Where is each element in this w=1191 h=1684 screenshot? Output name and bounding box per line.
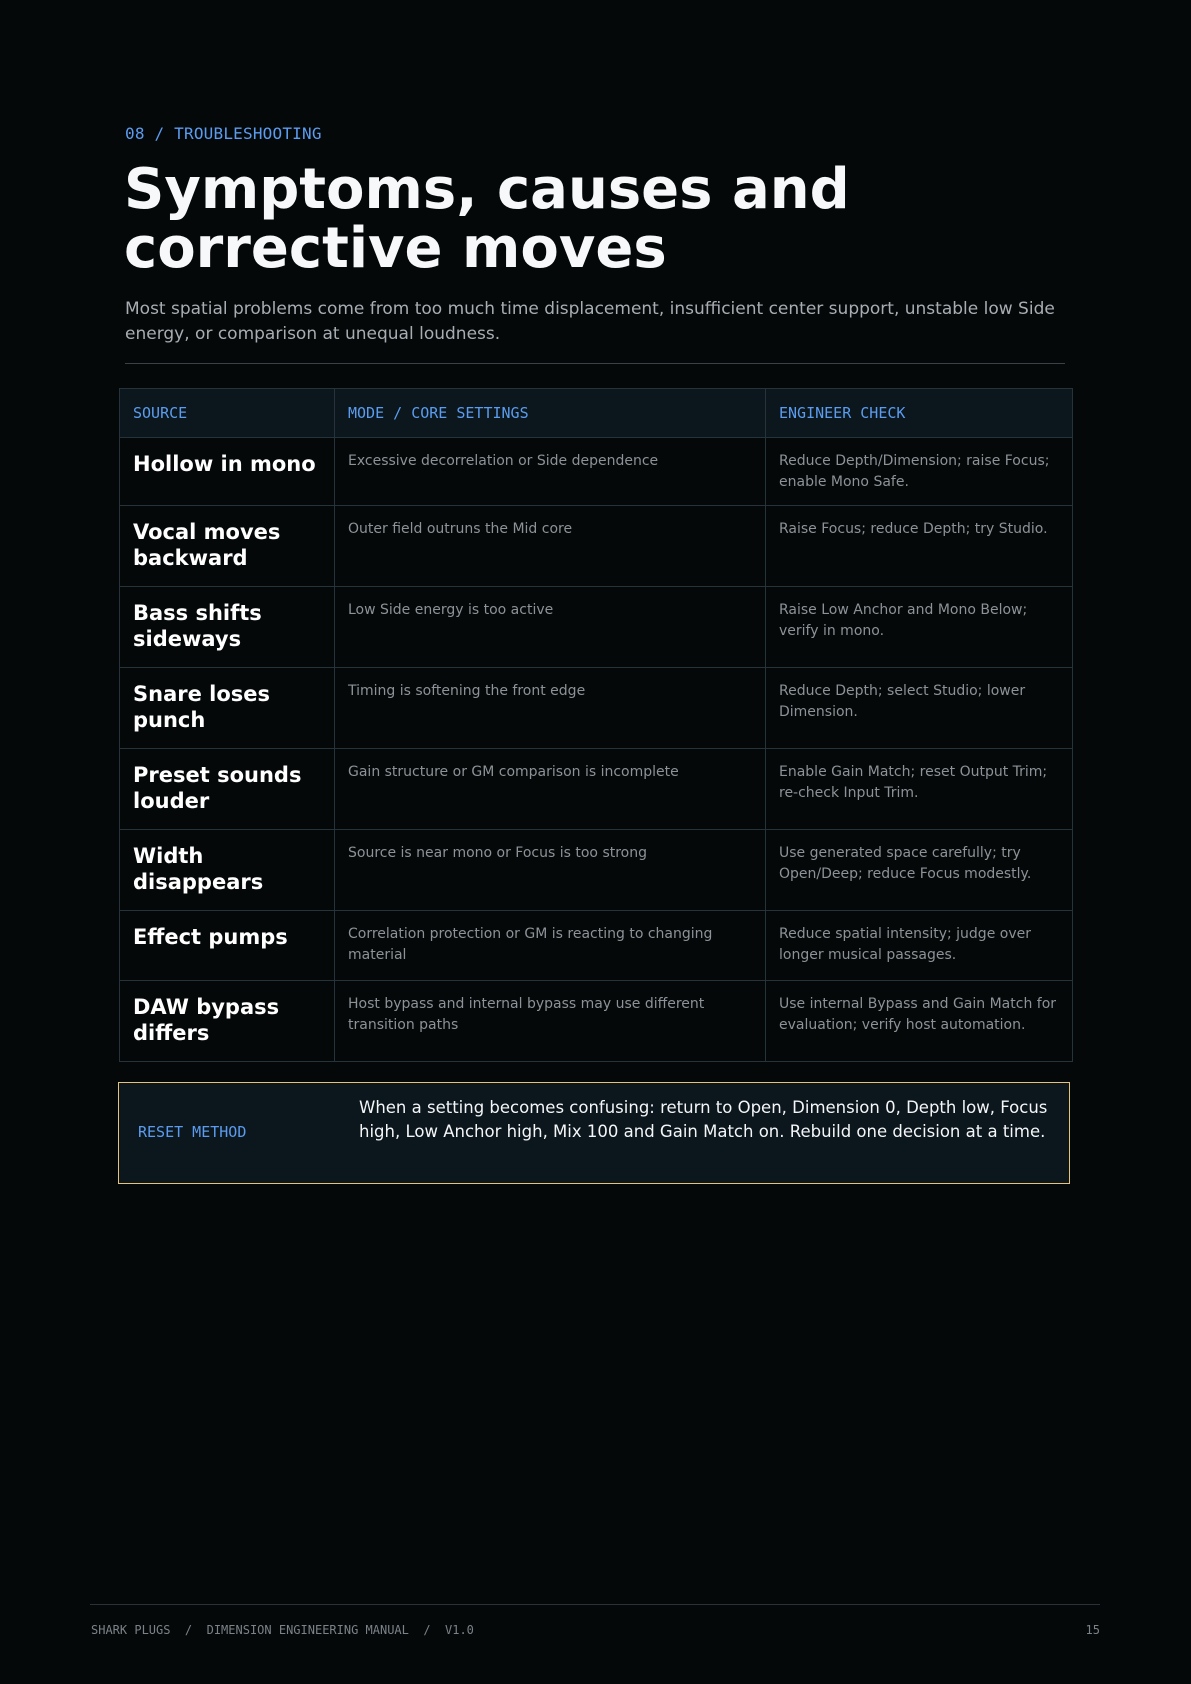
- table-row: [120, 749, 1073, 830]
- cause-cell: Gain structure or GM comparison is incomplete: [335, 749, 766, 830]
- symptom-cell: Width disappears: [120, 830, 335, 911]
- reset-method-callout: [118, 1082, 1070, 1184]
- page-title: Symptoms, causes and corrective moves: [124, 157, 850, 281]
- check-cell: Reduce Depth/Dimension; raise Focus; enable Mono Safe.: [766, 438, 1073, 506]
- symptom-cell: Vocal moves backward: [120, 506, 335, 587]
- check-cell: Use generated space carefully; try Open/Deep; reduce Focus modestly.: [766, 830, 1073, 911]
- check-cell: Enable Gain Match; reset Output Trim; re-check Input Trim.: [766, 749, 1073, 830]
- callout-label: RESET METHOD: [138, 1123, 247, 1141]
- table-row: [120, 668, 1073, 749]
- column-header-mode: MODE / CORE SETTINGS: [335, 389, 766, 438]
- check-cell: Raise Low Anchor and Mono Below; verify in mono.: [766, 587, 1073, 668]
- section-label: 08 / TROUBLESHOOTING: [125, 124, 322, 143]
- table-row: [120, 911, 1073, 981]
- table-row: [120, 830, 1073, 911]
- table-row: [120, 981, 1073, 1062]
- divider: [125, 363, 1065, 364]
- symptom-cell: DAW bypass differs: [120, 981, 335, 1062]
- check-cell: Use internal Bypass and Gain Match for evaluation; verify host automation.: [766, 981, 1073, 1062]
- cause-cell: Outer field outruns the Mid core: [335, 506, 766, 587]
- symptom-cell: Effect pumps: [120, 911, 335, 981]
- page-number: 15: [1085, 1623, 1100, 1637]
- footer-document-label: SHARK PLUGS / DIMENSION ENGINEERING MANUAL / V1.0: [91, 1623, 474, 1637]
- troubleshooting-table: [119, 388, 1073, 1062]
- symptom-cell: Snare loses punch: [120, 668, 335, 749]
- symptom-cell: Bass shifts sideways: [120, 587, 335, 668]
- check-cell: Raise Focus; reduce Depth; try Studio.: [766, 506, 1073, 587]
- footer-divider: [90, 1604, 1100, 1605]
- column-header-source: SOURCE: [120, 389, 335, 438]
- column-header-check: ENGINEER CHECK: [766, 389, 1073, 438]
- cause-cell: Low Side energy is too active: [335, 587, 766, 668]
- intro-paragraph: Most spatial problems come from too much time displacement, insufficient center support, unstable low Side energy, or comparison at unequal loudness.: [125, 299, 1055, 344]
- callout-text: When a setting becomes confusing: return to Open, Dimension 0, Depth low, Focus high, Low Anchor high, Mix 100 and Gain Match on. Rebuild one decision at a time.: [359, 1098, 1048, 1141]
- symptom-cell: Preset sounds louder: [120, 749, 335, 830]
- cause-cell: Correlation protection or GM is reacting to changing material: [335, 911, 766, 981]
- table-row: [120, 506, 1073, 587]
- symptom-cell: Hollow in mono: [120, 438, 335, 506]
- cause-cell: Source is near mono or Focus is too strong: [335, 830, 766, 911]
- cause-cell: Host bypass and internal bypass may use different transition paths: [335, 981, 766, 1062]
- cause-cell: Excessive decorrelation or Side dependence: [335, 438, 766, 506]
- cause-cell: Timing is softening the front edge: [335, 668, 766, 749]
- table-row: [120, 587, 1073, 668]
- check-cell: Reduce Depth; select Studio; lower Dimension.: [766, 668, 1073, 749]
- table-row: [120, 438, 1073, 506]
- table-header-row: [120, 389, 1073, 438]
- check-cell: Reduce spatial intensity; judge over longer musical passages.: [766, 911, 1073, 981]
